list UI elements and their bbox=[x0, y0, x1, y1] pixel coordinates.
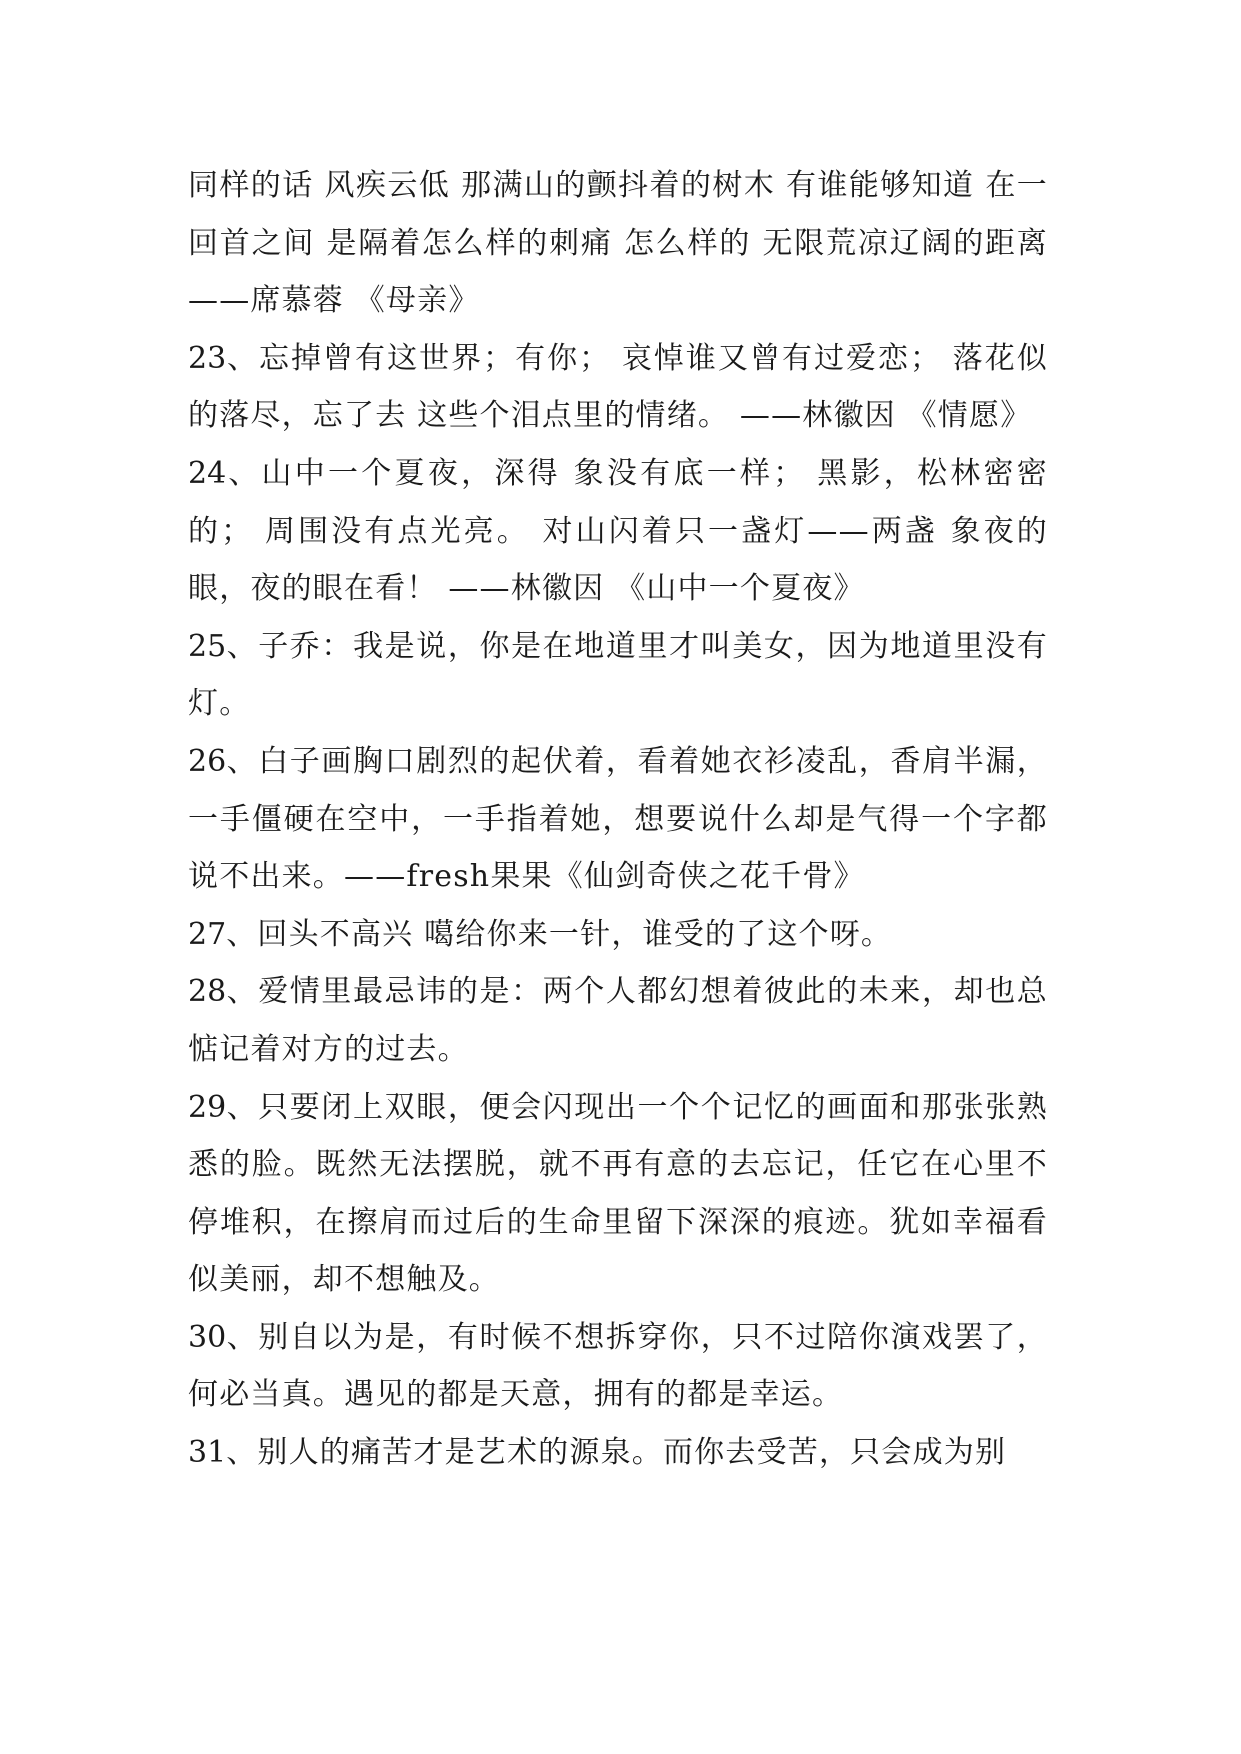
paragraph-number: 26 bbox=[188, 743, 227, 779]
paragraph-number: 31 bbox=[188, 1435, 227, 1471]
paragraph-number: 28 bbox=[188, 974, 227, 1010]
paragraph-number: 24 bbox=[188, 455, 227, 491]
paragraph-31 bbox=[188, 1424, 1048, 1482]
paragraph-24 bbox=[188, 445, 1048, 618]
paragraph-text: 、山中一个夏夜，深得 象没有底一样； 黑影，松林密密的； 周围没有点光亮。 对山闪着只一盏灯——两盏 象夜的眼，夜的眼在看！ ——林徽因 《山中一个夏夜》 bbox=[188, 455, 1048, 607]
paragraph-27 bbox=[188, 906, 1048, 964]
paragraph-number: 23 bbox=[188, 340, 227, 376]
paragraph-text: 、别人的痛苦才是艺术的源泉。而你去受苦，只会成为别 bbox=[226, 1435, 1007, 1471]
paragraph-number: 29 bbox=[188, 1089, 227, 1125]
paragraph-continuation bbox=[188, 157, 1048, 330]
paragraph-29 bbox=[188, 1079, 1048, 1309]
paragraph-text: 、爱情里最忌讳的是：两个人都幻想着彼此的未来，却也总惦记着对方的过去。 bbox=[188, 974, 1048, 1067]
paragraph-23 bbox=[188, 330, 1048, 445]
paragraph-number: 25 bbox=[188, 628, 227, 664]
paragraph-text: 、白子画胸口剧烈的起伏着，看着她衣衫凌乱，香肩半漏，一手僵硬在空中，一手指着她，想要说什么却是气得一个字都说不出来。——fresh果果《仙剑奇侠之花千骨》 bbox=[188, 743, 1048, 895]
paragraph-text: 、子乔：我是说，你是在地道里才叫美女，因为地道里没有灯。 bbox=[188, 628, 1048, 722]
paragraph-text: 、别自以为是，有时候不想拆穿你，只不过陪你演戏罢了，何必当真。遇见的都是天意，拥有的都是幸运。 bbox=[188, 1319, 1048, 1413]
paragraph-28 bbox=[188, 963, 1048, 1078]
paragraph-text: 、只要闭上双眼，便会闪现出一个个记忆的画面和那张张熟悉的脸。既然无法摆脱，就不再有意的去忘记，任它在心里不停堆积，在擦肩而过后的生命里留下深深的痕迹。犹如幸福看似美丽，却不想触及。 bbox=[188, 1089, 1048, 1298]
paragraph-25 bbox=[188, 618, 1048, 733]
paragraph-number: 27 bbox=[188, 916, 227, 952]
paragraph-26 bbox=[188, 733, 1048, 906]
paragraph-text: 、回头不高兴 噶给你来一针，谁受的了这个呀。 bbox=[226, 916, 893, 952]
paragraph-30 bbox=[188, 1309, 1048, 1424]
paragraph-text: 、忘掉曾有这世界；有你； 哀悼谁又曾有过爱恋； 落花似的落尽，忘了去 这些个泪点里的情绪。 ——林徽因 《情愿》 bbox=[188, 340, 1048, 434]
body-text bbox=[188, 157, 1048, 1482]
paragraph-text: 同样的话 风疾云低 那满山的颤抖着的树木 有谁能够知道 在一回首之间 是隔着怎么样的刺痛 怎么样的 无限荒凉辽阔的距离 ——席慕蓉 《母亲》 bbox=[188, 168, 1048, 319]
paragraph-number: 30 bbox=[188, 1319, 227, 1355]
